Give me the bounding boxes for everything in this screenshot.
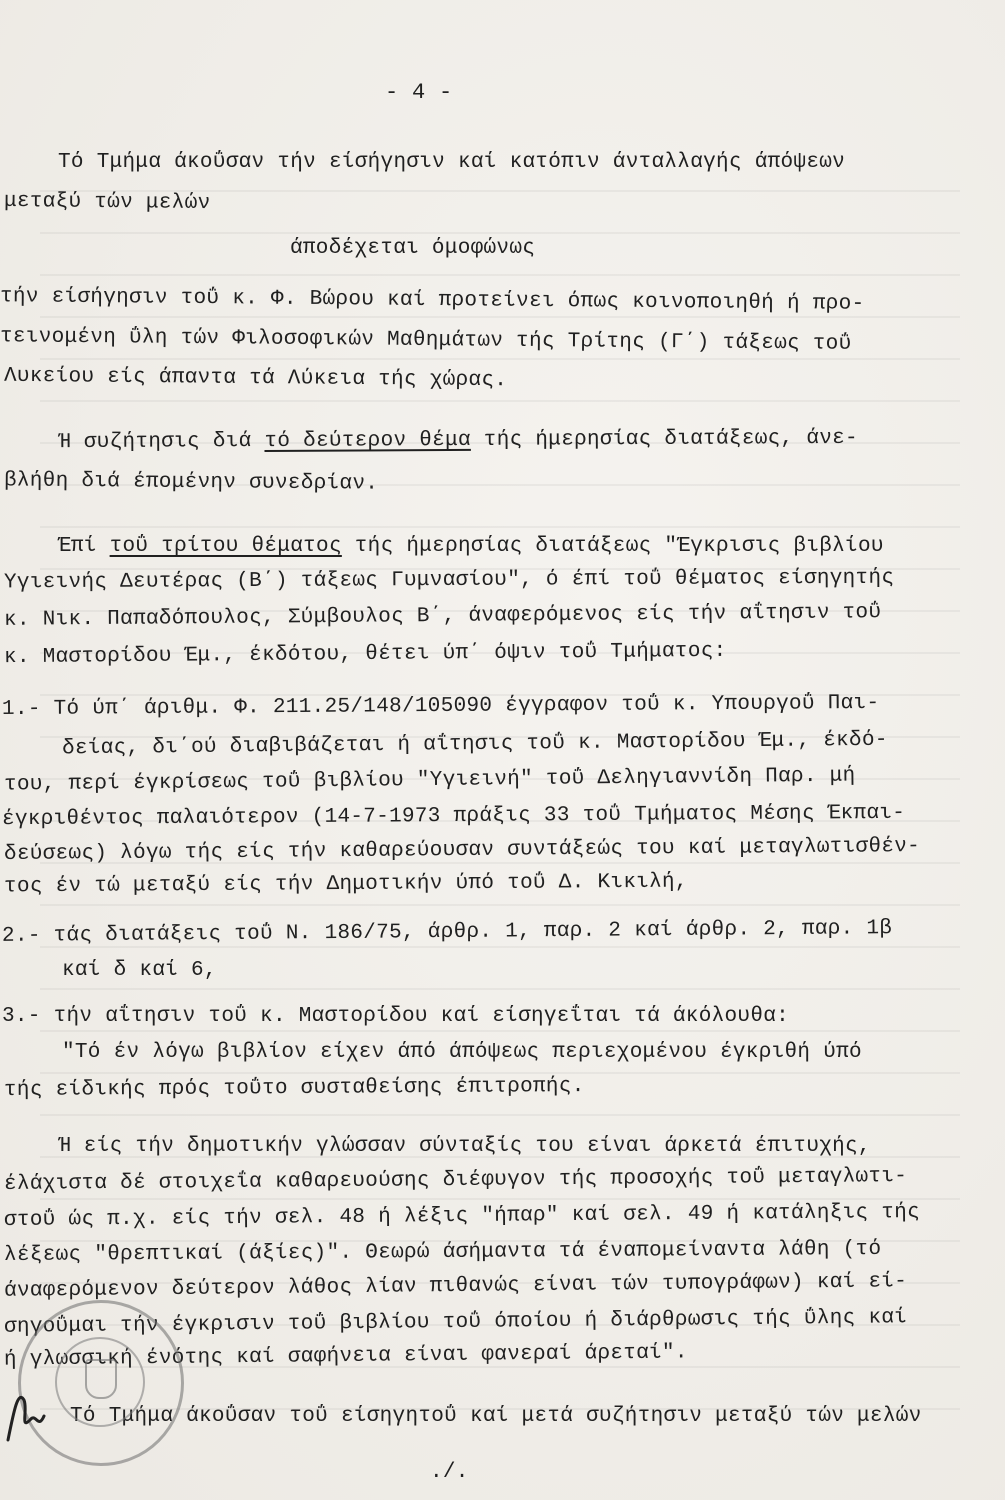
body-line: Λυκείου είς άπαντα τά Λύκεια τής χώρας. — [3, 364, 508, 393]
body-line: τος έν τώ μεταξύ είς τήν Δημοτικήν ύπό τοΰ Δ. Κικιλή, — [3, 870, 688, 899]
body-line: δείας, δι΄ού διαβιβάζεται ή αΐτησις τοΰ κ. Μαστορίδου Έμ., έκδό- — [61, 728, 888, 761]
page-number: - 4 - — [385, 80, 453, 105]
quoted-text: στοΰ ώς π.χ. είς τήν σελ. 48 ή λέξις "ήπαρ" καί σελ. 49 ή κατάληξις τής — [3, 1201, 921, 1232]
quoted-text: ή γλωσσική ένότης καί σαφήνεια είναι φανεραί άρεταί". — [3, 1341, 688, 1372]
body-line: κ. Μαστορίδου Έμ., έκδότου, θέτει ύπ΄ όψιν τοΰ Τμήματος: — [3, 639, 727, 670]
quoted-text: άναφερόμενον δεύτερον λάθος λίαν πιθανώς είναι τών τυπογράφων) καί εί- — [3, 1270, 908, 1303]
body-line: τήν είσήγησιν τοΰ κ. Φ. Βώρου καί προτείνει όπως κοινοποιηθή ή προ- — [0, 285, 865, 316]
handwritten-signature-icon — [0, 1380, 60, 1450]
body-line: μεταξύ τών μελών — [3, 189, 211, 216]
body-line: Έπί τοΰ τρίτου θέματος τής ήμερησίας διατάξεως "Έγκρισις βιβλίου — [58, 535, 884, 558]
body-line: τεινομένη ΰλη τών Φιλοσοφικών Μαθημάτων τής Τρίτης (Γ΄) τάξεως τοΰ — [0, 325, 852, 356]
body-line: Τό Τμήμα άκοΰσαν τοΰ είσηγητοΰ καί μετά συζήτησιν μεταξύ τών μελών — [70, 1405, 922, 1428]
quoted-text: λέξεως "θρεπτικαί (άξίες)". Θεωρώ άσήμαντα τά έναπομείναντα λάθη (τό — [3, 1237, 882, 1268]
body-line: έγκριθέντος παλαιότερον (14-7-1973 πράξις 33 τοΰ Τμήματος Μέσης Έκπαι- — [1, 801, 906, 832]
body-line: δεύσεως) λόγω τής είς τήν καθαρεύουσαν συντάξεώς του καί μεταγλωτισθέν- — [3, 835, 921, 866]
quoted-text: Ή είς τήν δημοτικήν γλώσσαν σύνταξίς του είναι άρκετά έπιτυχής, — [58, 1135, 871, 1158]
resolution-heading: άποδέχεται όμοφώνως — [290, 237, 536, 260]
body-line: Τό Τμήμα άκοΰσαν τήν είσήγησιν καί κατόπιν άνταλλαγής άπόψεων — [58, 151, 846, 174]
body-line: Ή συζήτησις διά τό δεύτερον θέμα τής ήμερησίας διατάξεως, άνε- — [57, 426, 858, 455]
seal-emblem-icon — [85, 1359, 117, 1399]
quoted-text: σηγοΰμαι τήν έγκρισιν τοΰ βιβλίου τοΰ όποίου ή διάρθρωσις τής ΰλης καί — [3, 1306, 908, 1339]
list-item-3: 3.- τήν αΐτησιν τοΰ κ. Μαστορίδου καί είσηγεΐται τά άκόλουθα: — [2, 1005, 790, 1028]
list-item-2: 2.- τάς διατάξεις τοΰ Ν. 186/75, άρθρ. 1, παρ. 2 καί άρθρ. 2, παρ. 1β — [1, 917, 893, 948]
quoted-text: "Τό έν λόγω βιβλίον είχεν άπό άπόψεως περιεχομένου έγκριθή ύπό — [62, 1041, 862, 1064]
continuation-mark: ./. — [430, 1461, 469, 1484]
body-line: καί δ καί 6, — [62, 959, 217, 982]
body-line: βλήθη διά έπομένην συνεδρίαν. — [3, 469, 379, 496]
body-line: Υγιεινής Δευτέρας (Β΄) τάξεως Γυμνασίου", ό έπί τοΰ θέματος είσηγητής — [3, 566, 895, 595]
list-item-1: 1.- Τό ύπ΄ άριθμ. Φ. 211.25/148/105090 έγγραφον τοΰ κ. Υπουργοΰ Παι- — [1, 691, 880, 722]
quoted-text: έλάχιστα δέ στοιχεΐα καθαρευούσης διέφυγον τής προσοχής τοΰ μεταγλωτι- — [3, 1165, 908, 1196]
body-line: κ. Νικ. Παπαδόπουλος, Σύμβουλος Β΄, άναφερόμενος είς τήν αΐτησιν τοΰ — [3, 601, 882, 632]
body-line: του, περί έγκρίσεως τοΰ βιβλίου "Υγιεινή" τοΰ Δεληγιαννίδη Παρ. μή — [3, 764, 856, 797]
quoted-text: τής είδικής πρός τοΰτο συσταθείσης έπιτροπής. — [3, 1074, 585, 1103]
